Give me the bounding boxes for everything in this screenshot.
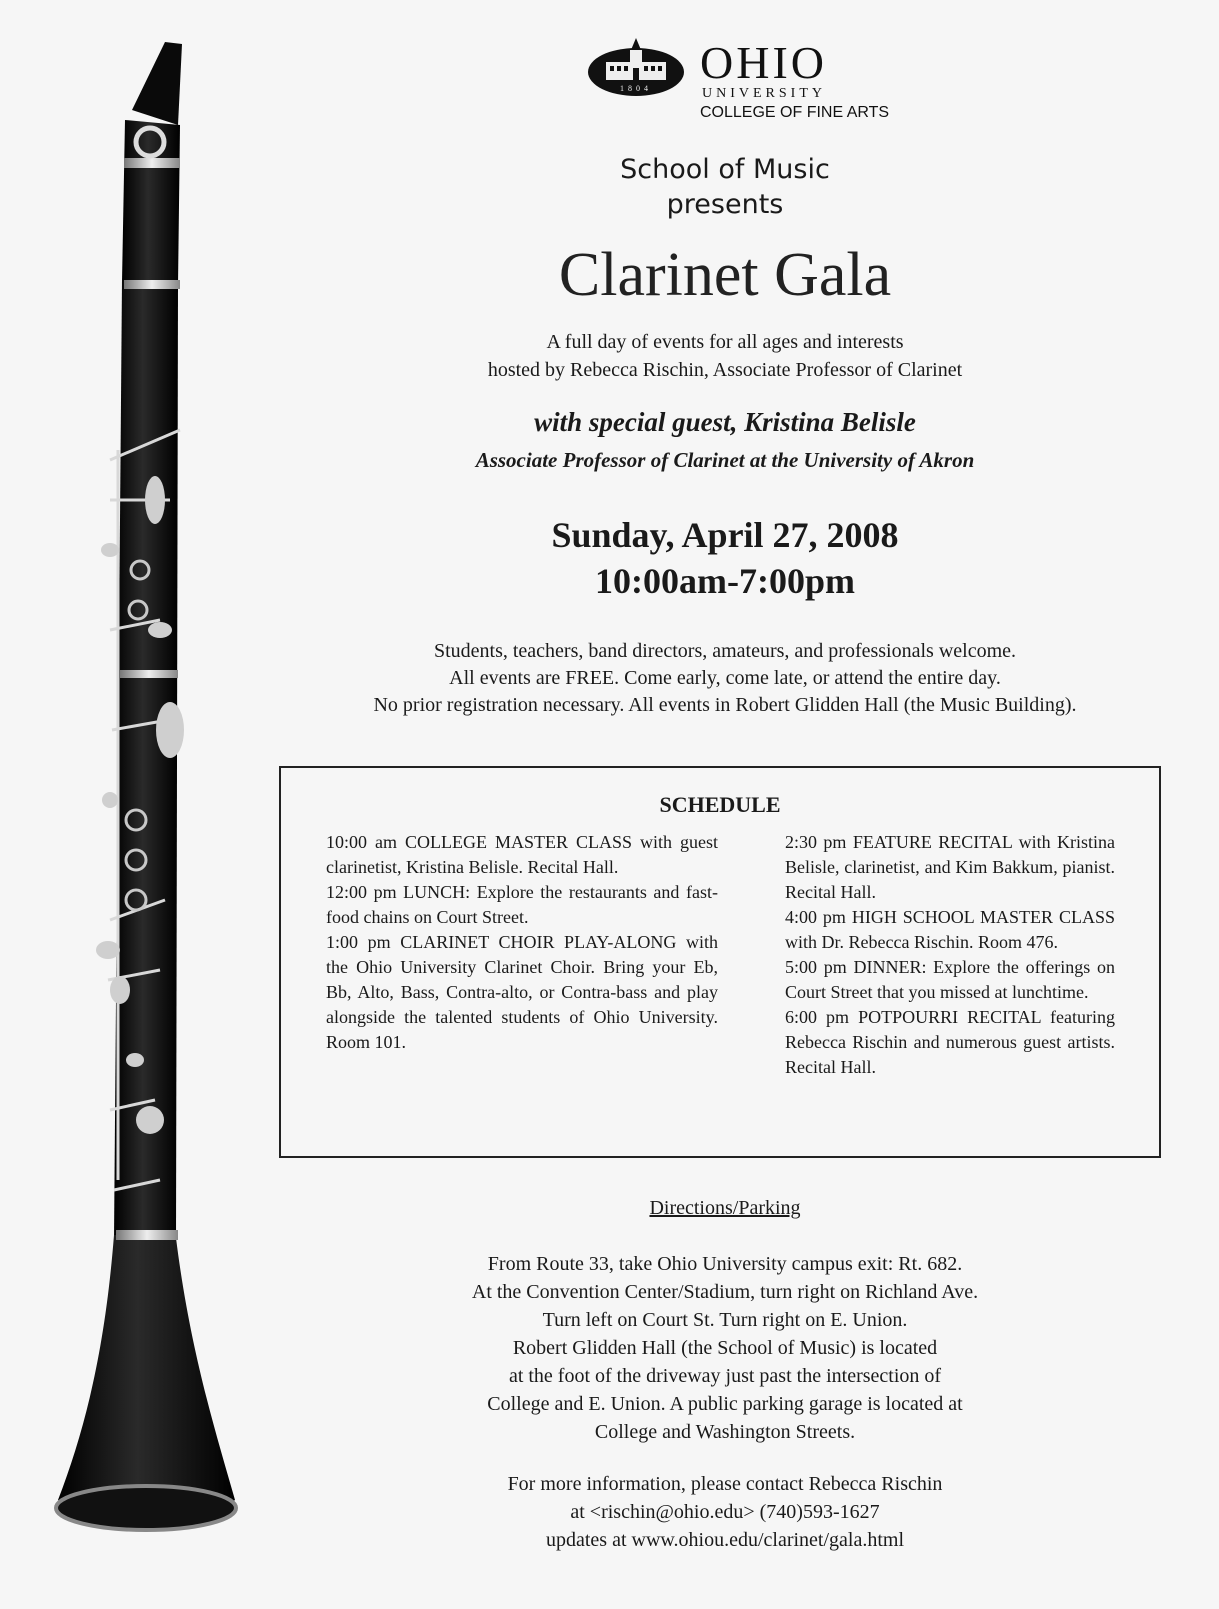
schedule-entry: 5:00 pm DINNER: Explore the offerings on Court Street that you missed at lunchtime. [785, 957, 1115, 1002]
schedule-entry: 1:00 pm CLARINET CHOIR PLAY-ALONG with the Ohio University Clarinet Choir. Bring your Eb, Bb, Alto, Bass, Contra-alto, or Contra-bass and play alongside the talented students of Ohio University. Room 101. [326, 932, 718, 1052]
contact-website: updates at www.ohiou.edu/clarinet/gala.html [545, 1529, 905, 1551]
directions-text [290, 1250, 1160, 1446]
directions-line: Turn left on Court St. Turn right on E. Union. [542, 1309, 908, 1331]
ohio-university-logo [584, 36, 914, 126]
logo-university-text: UNIVERSITY [702, 86, 826, 101]
schedule-entry: 4:00 pm HIGH SCHOOL MASTER CLASS with Dr. Rebecca Rischin. Room 476. [785, 907, 1115, 952]
directions-heading [290, 1195, 1160, 1221]
event-date: Sunday, April 27, 2008 [551, 515, 899, 555]
schedule-box [279, 766, 1161, 1158]
description-line-2: hosted by Rebecca Rischin, Associate Professor of Clarinet [487, 359, 963, 381]
logo-college-text: COLLEGE OF FINE ARTS [700, 104, 890, 121]
welcome-text [290, 638, 1160, 719]
schedule-right-column [785, 830, 1115, 1080]
welcome-line-2: All events are FREE. Come early, come late, or attend the entire day. [449, 667, 1001, 689]
schedule-entry: 6:00 pm POTPOURRI RECITAL featuring Rebecca Rischin and numerous guest artists. Recital Hall. [785, 1007, 1115, 1077]
event-time: 10:00am-7:00pm [595, 561, 855, 601]
school-name: School of Music [620, 154, 830, 185]
schedule-entry: 2:30 pm FEATURE RECITAL with Kristina Belisle, clarinetist, and Kim Bakkum, pianist. Recital Hall. [785, 832, 1115, 902]
schedule-entry: 12:00 pm LUNCH: Explore the restaurants and fast-food chains on Court Street. [326, 882, 718, 927]
special-guest: with special guest, Kristina Belisle [534, 407, 916, 437]
clarinet-illustration [40, 30, 250, 1580]
event-description [290, 328, 1160, 384]
directions-line: at the foot of the driveway just past the intersection of [508, 1365, 942, 1387]
description-line-1: A full day of events for all ages and interests [546, 331, 904, 353]
contact-email-phone: at <rischin@ohio.edu> (740)593-1627 [570, 1501, 880, 1523]
clarinet-graphic [40, 30, 250, 1580]
contact-info [290, 1470, 1160, 1554]
schedule-title: SCHEDULE [659, 792, 781, 817]
university-seal-icon [584, 36, 688, 98]
contact-line-1: For more information, please contact Rebecca Rischin [507, 1473, 943, 1495]
welcome-line-1: Students, teachers, band directors, amateurs, and professionals welcome. [433, 640, 1017, 662]
welcome-line-3: No prior registration necessary. All events in Robert Glidden Hall (the Music Building). [373, 694, 1077, 716]
directions-title: Directions/Parking [649, 1197, 801, 1219]
directions-line: College and E. Union. A public parking garage is located at [487, 1393, 963, 1415]
seal-year: 1804 [620, 84, 652, 93]
directions-line: At the Convention Center/Stadium, turn right on Richland Ave. [471, 1281, 979, 1303]
presenter [290, 152, 1160, 222]
schedule-entry: 10:00 am COLLEGE MASTER CLASS with guest clarinetist, Kristina Belisle. Recital Hall. [326, 832, 718, 877]
directions-line: Robert Glidden Hall (the School of Music) is located [512, 1337, 938, 1359]
directions-line: From Route 33, take Ohio University campus exit: Rt. 682. [487, 1253, 963, 1275]
directions-line: College and Washington Streets. [594, 1421, 856, 1443]
logo-ohio-text: OHIO [700, 37, 827, 88]
guest-role: Associate Professor of Clarinet at the University of Akron [475, 448, 975, 472]
schedule-left-column [326, 830, 718, 1055]
page-title: Clarinet Gala [558, 241, 892, 309]
presents-text: presents [666, 189, 784, 220]
